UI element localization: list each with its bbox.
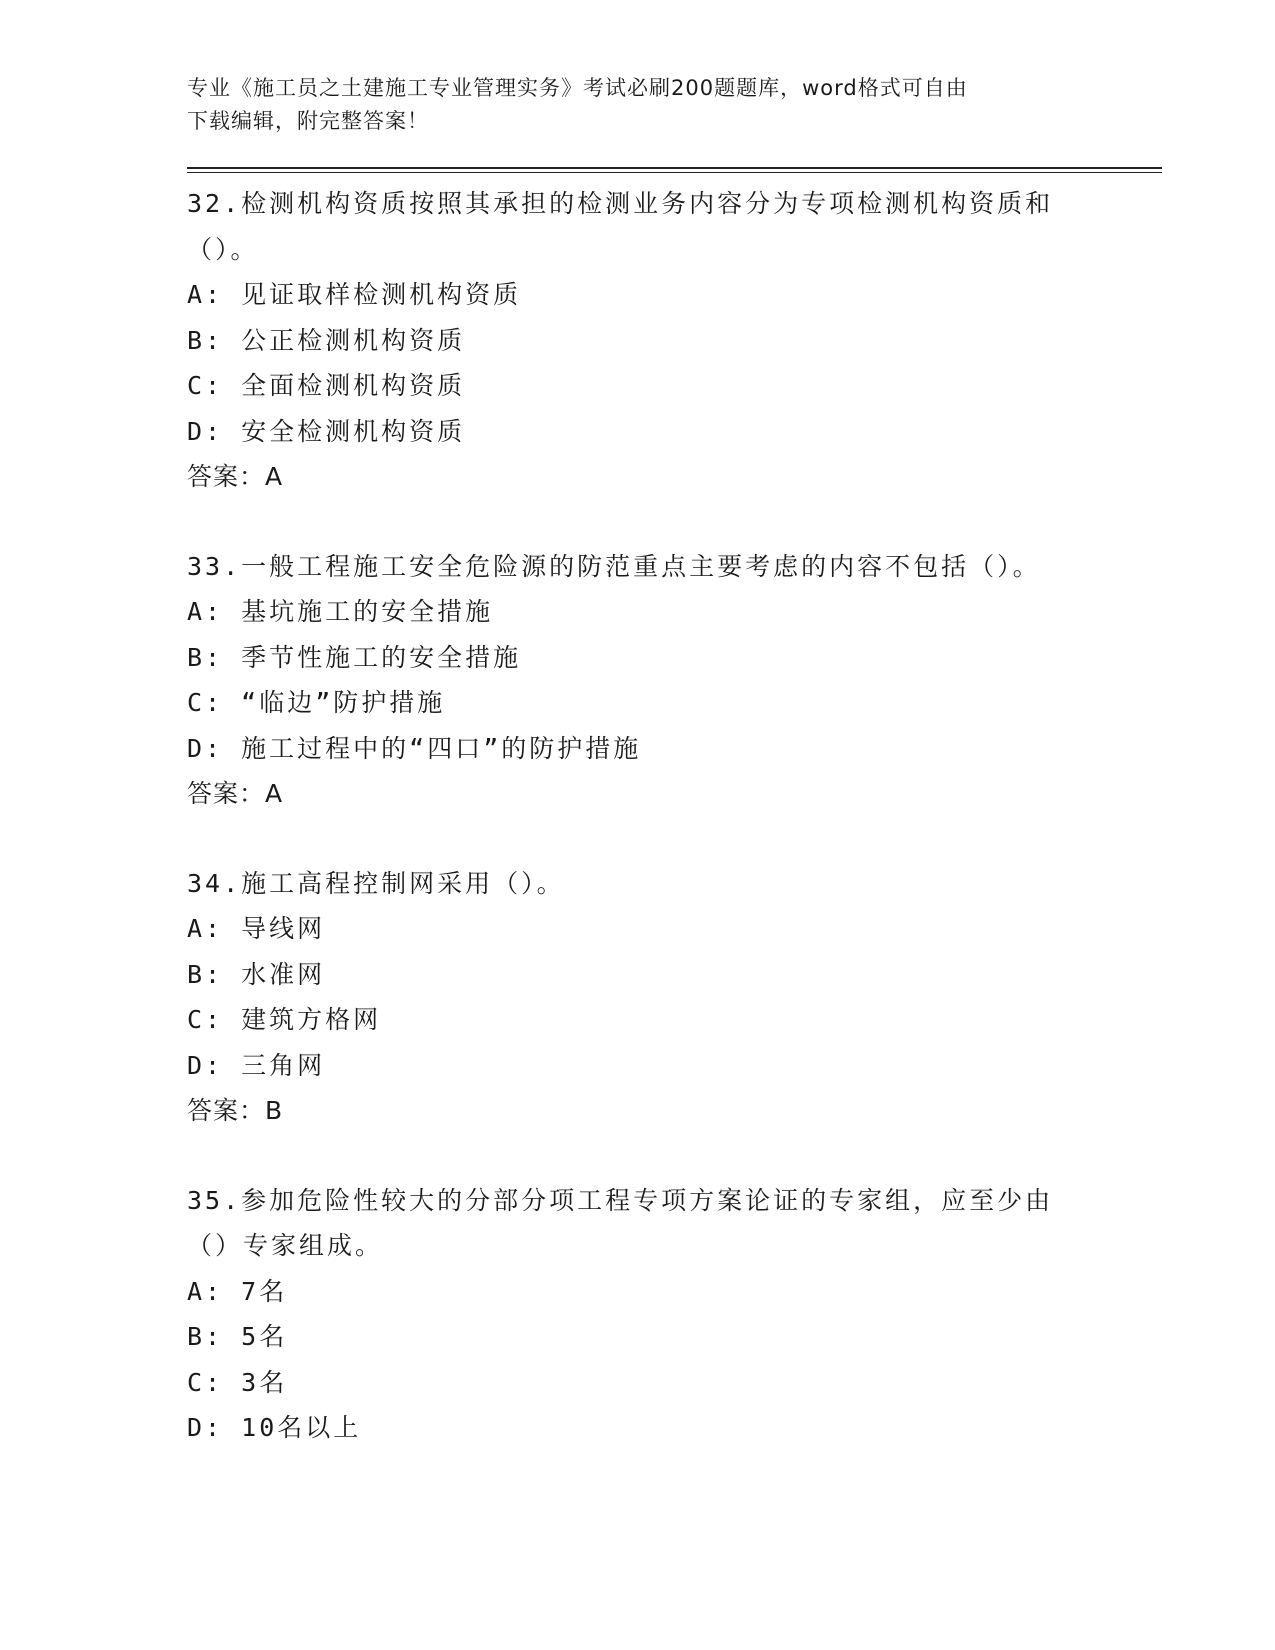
header-divider xyxy=(187,167,1162,169)
option-b: B: 季节性施工的安全措施 xyxy=(187,642,522,672)
option-c: C: 全面检测机构资质 xyxy=(187,371,466,400)
question-stem xyxy=(187,1178,1162,1269)
question-32 xyxy=(187,181,1162,500)
question-33 xyxy=(187,544,1162,817)
header-line-2: 下载编辑，附完整答案！ xyxy=(187,109,429,133)
option-b: B: 水准网 xyxy=(187,959,326,989)
question-stem xyxy=(187,181,1162,272)
header-line-1: 专业《施工员之土建施工专业管理实务》考试必刷200题题库，word格式可自由 xyxy=(187,76,968,100)
option-d: D: 施工过程中的“四口”的防护措施 xyxy=(187,733,642,763)
question-stem: 34.施工高程控制网采用（）。 xyxy=(187,868,565,898)
question-35 xyxy=(187,1178,1162,1451)
question-34 xyxy=(187,861,1162,1134)
option-c: C: 建筑方格网 xyxy=(187,1005,382,1034)
question-stem-line-1: 35.参加危险性较大的分部分项工程专项方案论证的专家组，应至少由 xyxy=(187,1185,1054,1215)
question-stem-line-2: （）。 xyxy=(187,234,259,264)
question-stem-line-2: （）专家组成。 xyxy=(187,1231,384,1260)
option-d: D: 三角网 xyxy=(187,1050,326,1080)
document-header xyxy=(187,72,1162,138)
option-b: B: 5名 xyxy=(187,1322,288,1351)
option-d: D: 安全检测机构资质 xyxy=(187,416,466,446)
option-a: A: 导线网 xyxy=(187,914,326,943)
option-b: B: 公正检测机构资质 xyxy=(187,325,466,355)
document-page xyxy=(187,72,1162,1451)
option-c: C: “临边”防护措施 xyxy=(187,688,446,717)
answer: 答案：A xyxy=(187,779,284,808)
option-a: A: 7名 xyxy=(187,1276,288,1306)
answer: 答案：A xyxy=(187,462,284,491)
option-a: A: 基坑施工的安全措施 xyxy=(187,597,494,626)
question-stem-line-1: 32.检测机构资质按照其承担的检测业务内容分为专项检测机构资质和 xyxy=(187,189,1054,218)
answer: 答案：B xyxy=(187,1096,284,1125)
option-c: C: 3名 xyxy=(187,1367,288,1397)
question-stem: 33.一般工程施工安全危险源的防范重点主要考虑的内容不包括（）。 xyxy=(187,551,1041,581)
option-a: A: 见证取样检测机构资质 xyxy=(187,280,522,309)
option-d: D: 10名以上 xyxy=(187,1413,362,1442)
